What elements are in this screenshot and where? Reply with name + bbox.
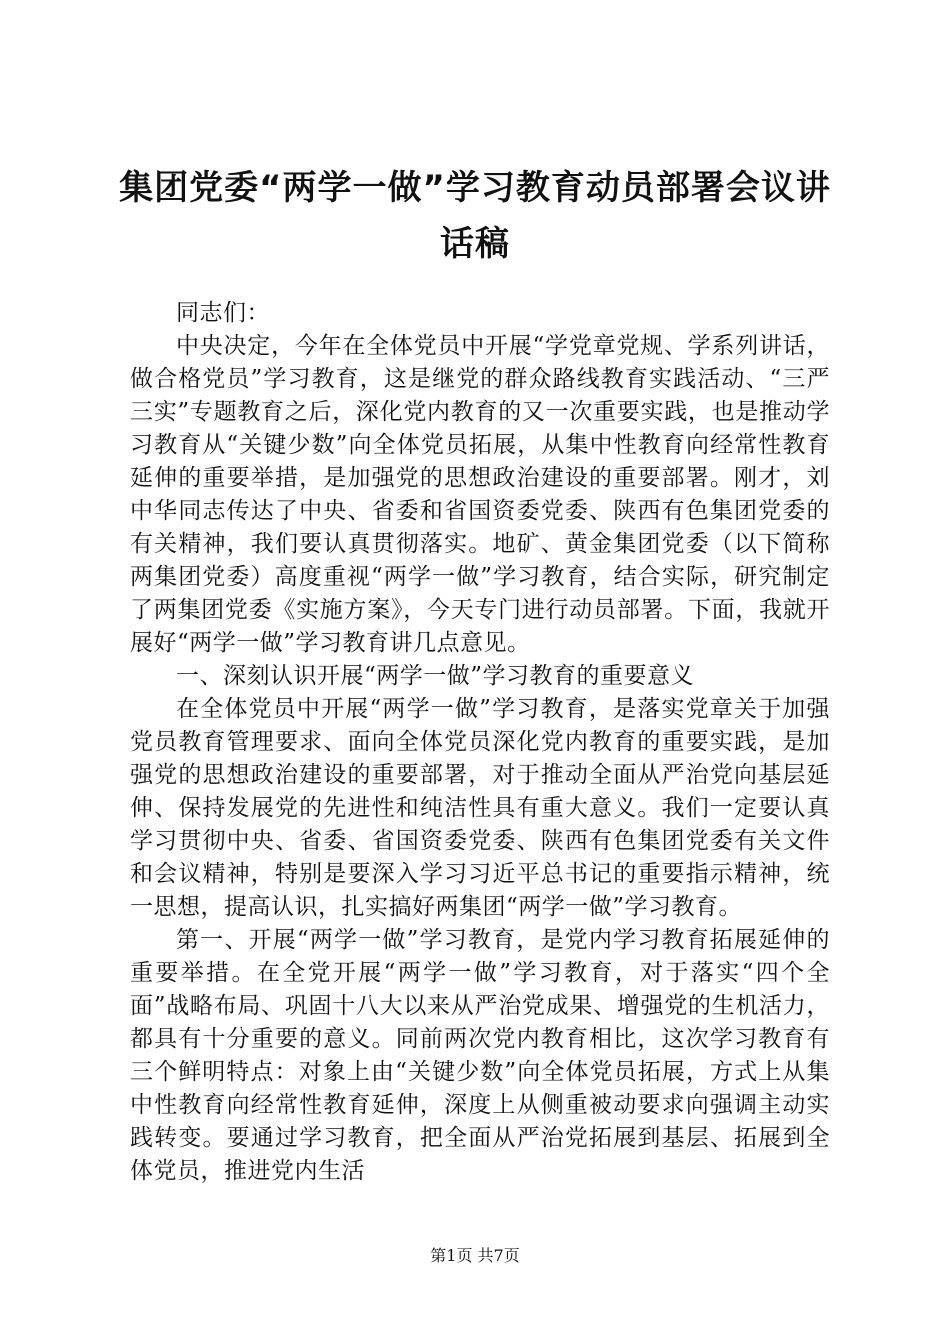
body-paragraph: 在全体党员中开展“两学一做”学习教育，是落实党章关于加强党员教育管理要求、面向全体党员深化党内教育的重要实践，是加强党的思想政治建设的重要部署，对于推动全面从严治党向基层延伸、保持发展党的先进性和纯洁性具有重大意义。我们一定要认真学习贯彻中央、省委、省国资委党委、陕西有色集团党委有关文件和会议精神，特别是要深入学习习近平总书记的重要指示精神，统一思想，提高认识，扎实搞好两集团“两学一做”学习教育。: [130, 696, 830, 920]
document-title: 集团党委“两学一做”学习教育动员部署会议讲话稿: [119, 168, 831, 264]
body-paragraph: 中央决定，今年在全体党员中开展“学党章党规、学系列讲话，做合格党员”学习教育，这是继党的群众路线教育实践活动、“三严三实”专题教育之后，深化党内教育的又一次重要实践，也是推动学习教育从“关键少数”向全体党员拓展，从集中性教育向经常性教育延伸的重要举措，是加强党的思想政治建设的重要部署。刚才，刘中华同志传达了中央、省委和省国资委党委、陕西有色集团党委的有关精神，我们要认真贯彻落实。地矿、黄金集团党委（以下简称两集团党委）高度重视“两学一做”学习教育，结合实际，研究制定了两集团党委《实施方案》，今天专门进行动员部署。下面，我就开展好“两学一做”学习教育讲几点意见。: [130, 333, 830, 656]
page-number-footer: 第1页 共7页: [430, 1246, 520, 1265]
body-paragraph: 第一、开展“两学一做”学习教育，是党内学习教育拓展延伸的重要举措。在全党开展“两学一做”学习教育，对于落实“四个全面”战略布局、巩固十八大以来从严治党成果、增强党的生机活力，都具有十分重要的意义。同前两次党内教育相比，这次学习教育有三个鲜明特点：对象上由“关键少数”向全体党员拓展，方式上从集中性教育向经常性教育延伸，深度上从侧重被动要求向强调主动实践转变。要通过学习教育，把全面从严治党拓展到基层、拓展到全体党员，推进党内生活: [130, 927, 830, 1184]
section-heading: 一、深刻认识开展“两学一做”学习教育的重要意义: [176, 663, 695, 689]
salutation-paragraph: 同志们：: [176, 300, 270, 326]
document-body: [130, 297, 830, 1188]
